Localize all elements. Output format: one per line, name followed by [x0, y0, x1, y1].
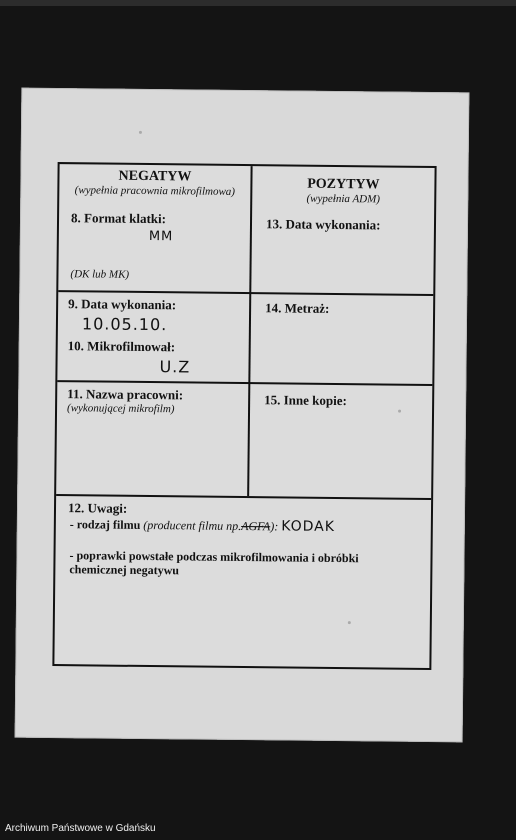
- field-9-value: 10.05.10.: [81, 314, 168, 335]
- scan-top-edge: [0, 0, 516, 6]
- pozytyw-title: POZYTYW: [307, 176, 380, 193]
- row-divider-3: [56, 494, 431, 500]
- field-8-label: 8. Format klatki:: [70, 210, 167, 227]
- field-14-label: 14. Metraż:: [265, 300, 330, 316]
- field-11-note: (wykonującej mikrofilm): [66, 402, 175, 416]
- field-12-item-1: [70, 516, 425, 536]
- dust-speck: [139, 131, 142, 134]
- field-8-note: (DK lub MK): [70, 268, 130, 281]
- microfilm-form: [52, 162, 436, 670]
- field-10-label: 10. Mikrofilmował:: [67, 338, 176, 355]
- dust-speck: [398, 410, 401, 413]
- field-13-label: 13. Data wykonania:: [265, 216, 381, 233]
- field-12-item-1-value: KODAK: [281, 518, 336, 535]
- archive-watermark: Archiwum Państwowe w Gdańsku: [5, 823, 156, 834]
- field-12-label: 12. Uwagi:: [67, 500, 128, 516]
- field-9-label: 9. Data wykonania:: [68, 296, 177, 313]
- negatyw-header: [59, 168, 250, 198]
- column-divider: [247, 166, 252, 496]
- field-12-item-1-struck: AGFA: [241, 518, 271, 534]
- field-11-label: 11. Nazwa pracowni:: [67, 386, 184, 403]
- field-12-item-1-note: (producent filmu np.: [143, 517, 242, 533]
- field-12-item-1-prefix: - rodzaj filmu: [69, 517, 141, 532]
- field-15-label: 15. Inne kopie:: [264, 392, 347, 409]
- row-divider-1: [58, 290, 433, 296]
- pozytyw-subtitle: (wypełnia ADM): [306, 192, 381, 206]
- field-10-value: U.Z: [159, 357, 191, 377]
- pozytyw-header: [252, 176, 434, 206]
- microfilm-card: [15, 88, 470, 743]
- field-12-item-1-suffix: ):: [270, 519, 279, 534]
- dust-speck: [348, 621, 351, 624]
- field-8-value: MM: [148, 229, 174, 245]
- row-divider-2: [57, 380, 432, 386]
- negatyw-subtitle: (wypełnia pracownia mikrofilmowa): [74, 184, 236, 198]
- field-12-item-2: - poprawki powstałe podczas mikrofilmowania i obróbki chemicznej negatywu: [69, 548, 359, 578]
- negatyw-title: NEGATYW: [118, 168, 192, 185]
